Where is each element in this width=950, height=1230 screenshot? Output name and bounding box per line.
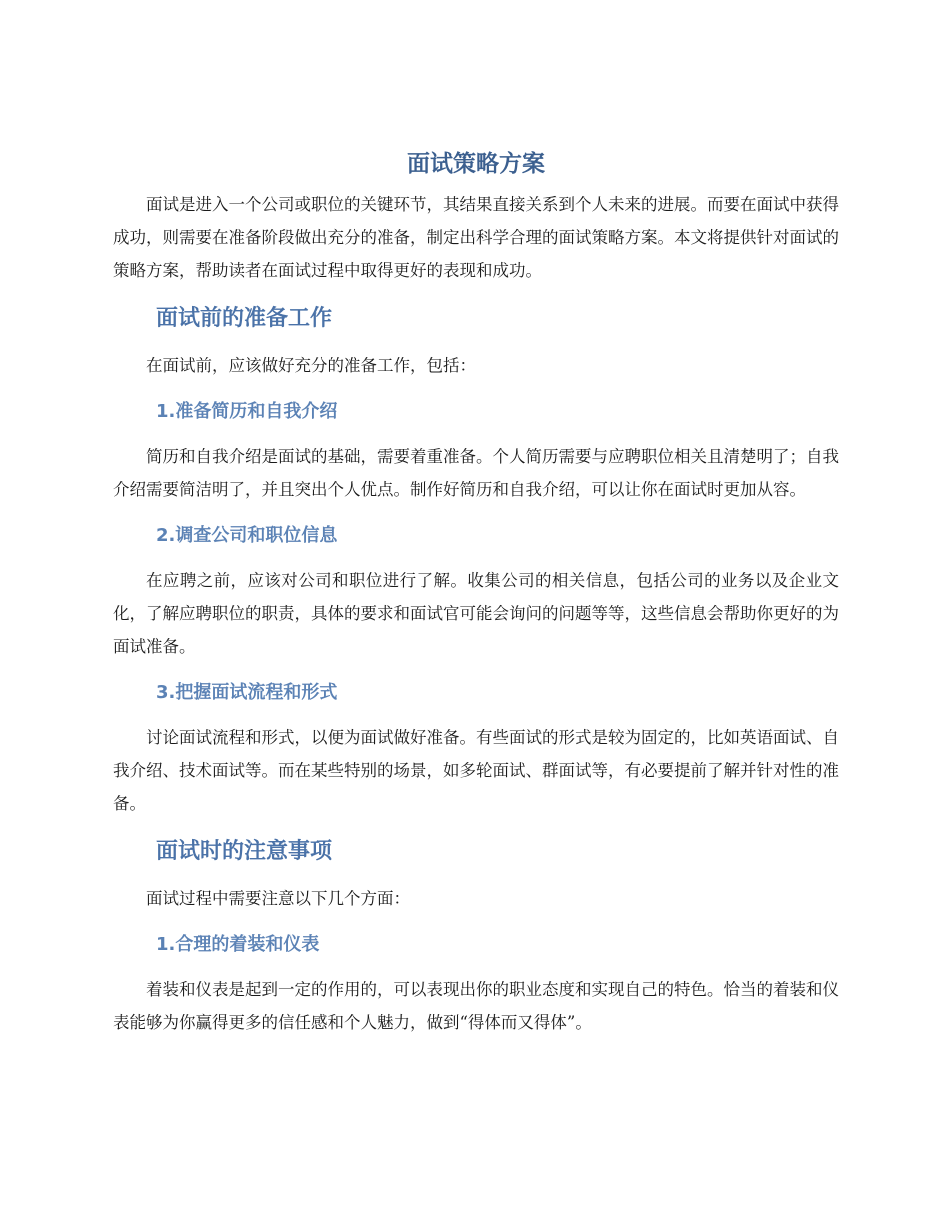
section-lead: 在面试前，应该做好充分的准备工作，包括： [146,356,476,375]
section-lead: 面试过程中需要注意以下几个方面： [146,889,410,908]
subsection-heading: 1.准备简历和自我介绍 [156,401,338,422]
subsection-heading: 3.把握面试流程和形式 [156,682,338,703]
subsection-paragraph: 简历和自我介绍是面试的基础，需要着重准备。个人简历需要与应聘职位相关且清楚明了；自我介绍需要简洁明了，并且突出个人优点。制作好简历和自我介绍，可以让你在面试时更加从容。 [113,447,839,499]
section-heading: 面试时的注意事项 [156,839,333,864]
subsection-heading: 1.合理的着装和仪表 [156,934,320,955]
document-body [113,148,839,1039]
section-heading: 面试前的准备工作 [156,306,333,331]
subsection-heading: 2.调查公司和职位信息 [156,525,338,546]
document-title: 面试策略方案 [407,151,545,177]
intro-paragraph: 面试是进入一个公司或职位的关键环节，其结果直接关系到个人未来的进展。而要在面试中获得成功，则需要在准备阶段做出充分的准备，制定出科学合理的面试策略方案。本文将提供针对面试的策略方案，帮助读者在面试过程中取得更好的表现和成功。 [113,195,839,280]
subsection-paragraph: 讨论面试流程和形式，以便为面试做好准备。有些面试的形式是较为固定的，比如英语面试、自我介绍、技术面试等。而在某些特别的场景，如多轮面试、群面试等，有必要提前了解并针对性的准备。 [113,728,839,813]
subsection-paragraph: 着装和仪表是起到一定的作用的，可以表现出你的职业态度和实现自己的特色。恰当的着装和仪表能够为你赢得更多的信任感和个人魅力，做到“得体而又得体”。 [113,980,839,1032]
subsection-paragraph: 在应聘之前，应该对公司和职位进行了解。收集公司的相关信息，包括公司的业务以及企业文化，了解应聘职位的职责，具体的要求和面试官可能会询问的问题等等，这些信息会帮助你更好的为面试准备。 [113,571,839,656]
